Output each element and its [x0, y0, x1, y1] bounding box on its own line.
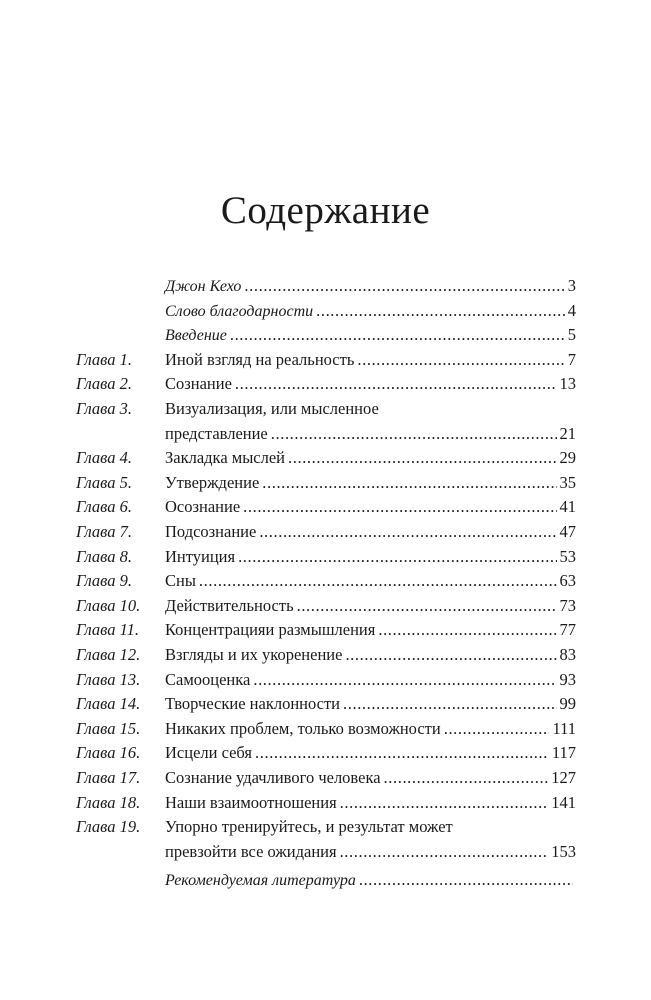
toc-entry — [165, 520, 576, 544]
chapter-label: Глава 10. — [76, 595, 141, 615]
toc-page-number: 29 — [559, 448, 576, 468]
toc-page-number: 141 — [551, 792, 576, 812]
toc-row-chapter — [0, 741, 651, 765]
toc-row-chapter — [0, 495, 651, 519]
toc-page-number: 4 — [567, 300, 576, 320]
toc-leader-dots — [357, 348, 564, 372]
page-title: Содержание — [220, 189, 431, 232]
toc-page-number: 41 — [559, 497, 576, 517]
toc-page-number: 153 — [551, 841, 576, 861]
toc-row-chapter — [0, 372, 651, 396]
toc-entry-title: Введение — [165, 327, 227, 345]
toc-page-number: 111 — [552, 718, 576, 738]
toc-leader-dots — [297, 594, 557, 618]
toc-entry — [165, 545, 576, 569]
toc-page-number: 5 — [567, 325, 576, 345]
toc-page-number: 127 — [551, 768, 576, 787]
toc-row-chapter — [0, 618, 651, 642]
toc-entry-title: Рекомендуемая литература — [165, 872, 356, 890]
toc-entry-title: Концентрацияи размышления — [165, 620, 376, 640]
toc-entry — [165, 569, 576, 593]
toc-entry-title: Сознание — [165, 374, 232, 394]
toc-leader-dots — [230, 323, 565, 347]
toc-entry — [165, 692, 576, 716]
toc-page-number: 83 — [559, 645, 576, 664]
toc-leader-dots — [238, 545, 556, 569]
toc-row-chapter — [0, 520, 651, 544]
toc-row-chapter — [0, 643, 651, 667]
toc-page-number: 77 — [559, 620, 576, 640]
toc-row-chapter-cont — [0, 840, 651, 864]
toc-row-intro — [0, 274, 651, 298]
toc-entry — [165, 348, 576, 372]
toc-row-chapter — [0, 815, 651, 839]
toc-row-chapter — [0, 397, 651, 421]
toc-entry-title: Подсознание — [165, 522, 257, 541]
toc-entry-title: Никаких проблем, только возможности — [165, 718, 441, 738]
toc-leader-dots — [262, 471, 556, 495]
chapter-label: Глава 9. — [76, 571, 132, 591]
chapter-label: Глава 2. — [76, 374, 132, 394]
toc-page-number: 21 — [559, 423, 576, 443]
toc-leader-dots — [259, 520, 556, 544]
toc-entry — [165, 840, 576, 864]
toc-entry — [165, 471, 576, 495]
toc-entry — [165, 766, 576, 790]
chapter-label: Глава 17. — [76, 768, 141, 787]
toc-entry — [165, 495, 576, 519]
toc-entry-title: Взгляды и их укоренение — [165, 645, 343, 664]
toc-page-number: 99 — [559, 694, 576, 714]
toc-leader-dots — [235, 372, 557, 396]
toc-entry-title: Иной взгляд на реальность — [165, 349, 355, 369]
toc-entry-title: Осознание — [165, 497, 241, 517]
toc-entry — [165, 868, 576, 892]
toc-page-number: 63 — [559, 571, 576, 591]
chapter-label: Глава 18. — [76, 792, 141, 812]
toc-row-chapter — [0, 766, 651, 790]
toc-entry-title: Творческие наклонности — [165, 694, 341, 714]
toc-row-chapter — [0, 569, 651, 593]
toc-page-number: 3 — [567, 276, 576, 295]
toc-leader-dots — [255, 741, 549, 765]
toc-row-chapter — [0, 446, 651, 470]
toc-leader-dots — [199, 569, 557, 593]
toc-row-chapter — [0, 348, 651, 372]
toc-entry-title: Утверждение — [165, 472, 260, 492]
toc-entry — [165, 323, 576, 347]
chapter-label: Глава 3. — [76, 399, 132, 418]
toc-leader-dots — [345, 643, 556, 667]
toc-entry-title: Слово благодарности — [165, 302, 314, 320]
toc-page-number: 117 — [551, 743, 576, 763]
toc-leader-dots — [444, 717, 550, 741]
toc-entry-title-line1: Упорно тренируйтесь, и результат может — [165, 817, 453, 837]
toc-entry — [165, 643, 576, 667]
toc-entry-title: Сны — [165, 571, 196, 591]
chapter-label: Глава 1. — [76, 349, 132, 369]
chapter-label: Глава 19. — [76, 817, 141, 837]
chapter-label: Глава 8. — [76, 546, 132, 566]
toc-entry-title: Закладка мыслей — [165, 448, 286, 468]
chapter-label: Глава 13. — [76, 669, 141, 689]
toc-row-chapter-cont — [0, 422, 651, 446]
toc-entry — [165, 741, 576, 765]
toc-entry — [165, 274, 576, 298]
chapter-label: Глава 12. — [76, 645, 141, 664]
toc-leader-dots — [340, 840, 549, 864]
toc-leader-dots — [384, 766, 549, 790]
toc-leader-dots — [243, 495, 556, 519]
toc-entry-title: Исцели себя — [165, 743, 253, 763]
toc-entry-title: превзойти все ожидания — [165, 841, 337, 861]
toc-row-chapter — [0, 717, 651, 741]
chapter-label: Глава 5. — [76, 472, 132, 492]
toc-row-chapter — [0, 545, 651, 569]
toc-page-number: 47 — [559, 522, 576, 541]
toc-row-chapter — [0, 471, 651, 495]
toc-row-chapter — [0, 594, 651, 618]
toc-entry — [165, 299, 576, 323]
chapter-label: Глава 15. — [76, 718, 141, 738]
chapter-label: Глава 14. — [76, 694, 141, 714]
toc-page-number: 93 — [559, 669, 576, 689]
toc-leader-dots — [288, 446, 556, 470]
toc-leader-dots — [271, 422, 557, 446]
toc-row-outro — [0, 868, 651, 892]
toc-leader-dots — [343, 692, 556, 716]
toc-entry — [165, 668, 576, 692]
toc-entry — [165, 618, 576, 642]
toc-page-number: 7 — [567, 349, 576, 369]
toc-page-number: 35 — [559, 472, 576, 492]
toc-row-chapter — [0, 791, 651, 815]
chapter-label: Глава 7. — [76, 522, 132, 541]
toc-leader-dots — [244, 274, 564, 298]
toc-row-intro — [0, 323, 651, 347]
chapter-label: Глава 16. — [76, 743, 141, 763]
toc-entry-title: Джон Кехо — [165, 278, 242, 295]
toc-row-chapter — [0, 692, 651, 716]
toc-entry-title-line1: Визуализация, или мысленное — [165, 399, 379, 418]
toc-leader-dots — [253, 668, 556, 692]
toc-entry — [165, 372, 576, 396]
toc-page-number: 13 — [559, 374, 576, 394]
chapter-label: Глава 11. — [76, 620, 139, 640]
toc-entry — [165, 717, 576, 741]
toc-entry-title: представление — [165, 423, 268, 443]
toc-row-chapter — [0, 668, 651, 692]
toc-entry — [165, 422, 576, 446]
toc-page-number: 73 — [559, 595, 576, 615]
chapter-label: Глава 4. — [76, 448, 132, 468]
toc-row-intro — [0, 299, 651, 323]
toc-entry — [165, 446, 576, 470]
toc-leader-dots — [316, 299, 565, 323]
toc-leader-dots — [340, 791, 549, 815]
toc-entry-title: Интуиция — [165, 546, 236, 566]
toc-leader-dots — [378, 618, 556, 642]
toc-page-number: 53 — [559, 546, 576, 566]
toc-entry-title: Самооценка — [165, 669, 251, 689]
toc-entry-title: Сознание удачливого человека — [165, 768, 381, 787]
toc-entry-title: Наши взаимоотношения — [165, 792, 337, 812]
toc-leader-dots — [359, 868, 573, 892]
toc-entry — [165, 594, 576, 618]
toc-entry — [165, 791, 576, 815]
chapter-label: Глава 6. — [76, 497, 132, 517]
toc-entry-title: Действительность — [165, 595, 294, 615]
